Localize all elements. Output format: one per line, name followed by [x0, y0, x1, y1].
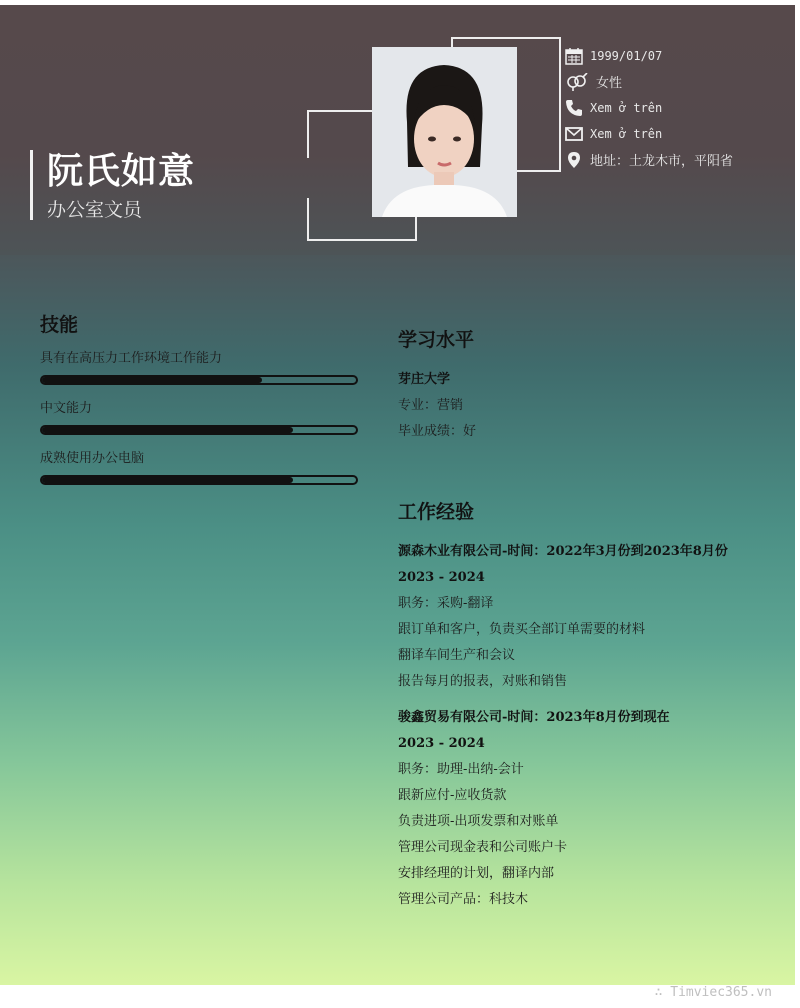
job-detail: 负责进项-出项发票和对账单: [398, 814, 559, 829]
skill-bar-fill: [42, 477, 293, 483]
skill-bar-fill: [42, 377, 262, 383]
skill-bar-fill: [42, 427, 293, 433]
job-company: 源森木业有限公司-时间：2022年3月份到2023年8月份: [398, 544, 728, 559]
phone-value: Xem ở trên: [590, 101, 663, 115]
job-block: [398, 705, 778, 913]
birthday-value: 1999/01/07: [590, 49, 663, 63]
skill-bar: [40, 475, 358, 485]
education-heading: 学习水平: [398, 329, 475, 351]
phone-row: [565, 99, 662, 117]
gender-icon: [565, 73, 589, 91]
skill-item: [40, 397, 358, 435]
grade: 毕业成绩：好: [398, 424, 477, 439]
gender-row: [565, 72, 622, 91]
job-years: 2023 - 2024: [398, 570, 485, 585]
skill-label: 中文能力: [40, 401, 93, 416]
profile-photo: [372, 47, 517, 217]
education-block: [398, 367, 778, 445]
skills-heading: 技能: [40, 314, 79, 336]
candidate-role: 办公室文员: [47, 199, 143, 221]
skill-item: [40, 447, 358, 485]
name-accent-bar: [30, 150, 33, 220]
skill-item: [40, 347, 358, 385]
job-detail: 跟新应付-应收货款: [398, 788, 507, 803]
work-heading: 工作经验: [398, 501, 475, 523]
skill-label: 具有在高压力工作环境工作能力: [40, 351, 223, 366]
job-detail: 职务：采购-翻译: [398, 596, 494, 611]
school-name: 芽庄大学: [398, 372, 451, 387]
job-company: 骏鑫贸易有限公司-时间：2023年8月份到现在: [398, 710, 670, 725]
job-detail: 安排经理的计划，翻译内部: [398, 866, 555, 881]
gender-value: 女性: [596, 76, 623, 91]
job-years: 2023 - 2024: [398, 736, 485, 751]
skill-label: 成熟使用办公电脑: [40, 451, 145, 466]
candidate-name: 阮氏如意: [47, 151, 196, 192]
resume-sheet: [0, 5, 795, 985]
phone-icon: [565, 99, 583, 117]
skill-bar: [40, 425, 358, 435]
watermark-brand: ∴ Timviec365.vn: [654, 985, 772, 1000]
skill-bar: [40, 375, 358, 385]
job-detail: 报告每月的报表，对账和销售: [398, 674, 568, 689]
birthday-row: [565, 47, 662, 65]
job-detail: 管理公司现金表和公司账户卡: [398, 840, 568, 855]
location-pin-icon: [565, 151, 583, 169]
address-value: 地址：土龙木市，平阳省: [590, 154, 734, 169]
job-detail: 管理公司产品：科技木: [398, 892, 529, 907]
mail-icon: [565, 125, 583, 143]
email-row: [565, 125, 662, 143]
major: 专业：营销: [398, 398, 464, 413]
address-row: [565, 150, 733, 169]
job-detail: 职务：助理-出纳-会计: [398, 762, 524, 777]
calendar-icon: [565, 47, 583, 65]
email-value: Xem ở trên: [590, 127, 663, 141]
job-detail: 翻译车间生产和会议: [398, 648, 516, 663]
job-detail: 跟订单和客户，负责买全部订单需要的材料: [398, 622, 646, 637]
job-block: [398, 539, 778, 695]
